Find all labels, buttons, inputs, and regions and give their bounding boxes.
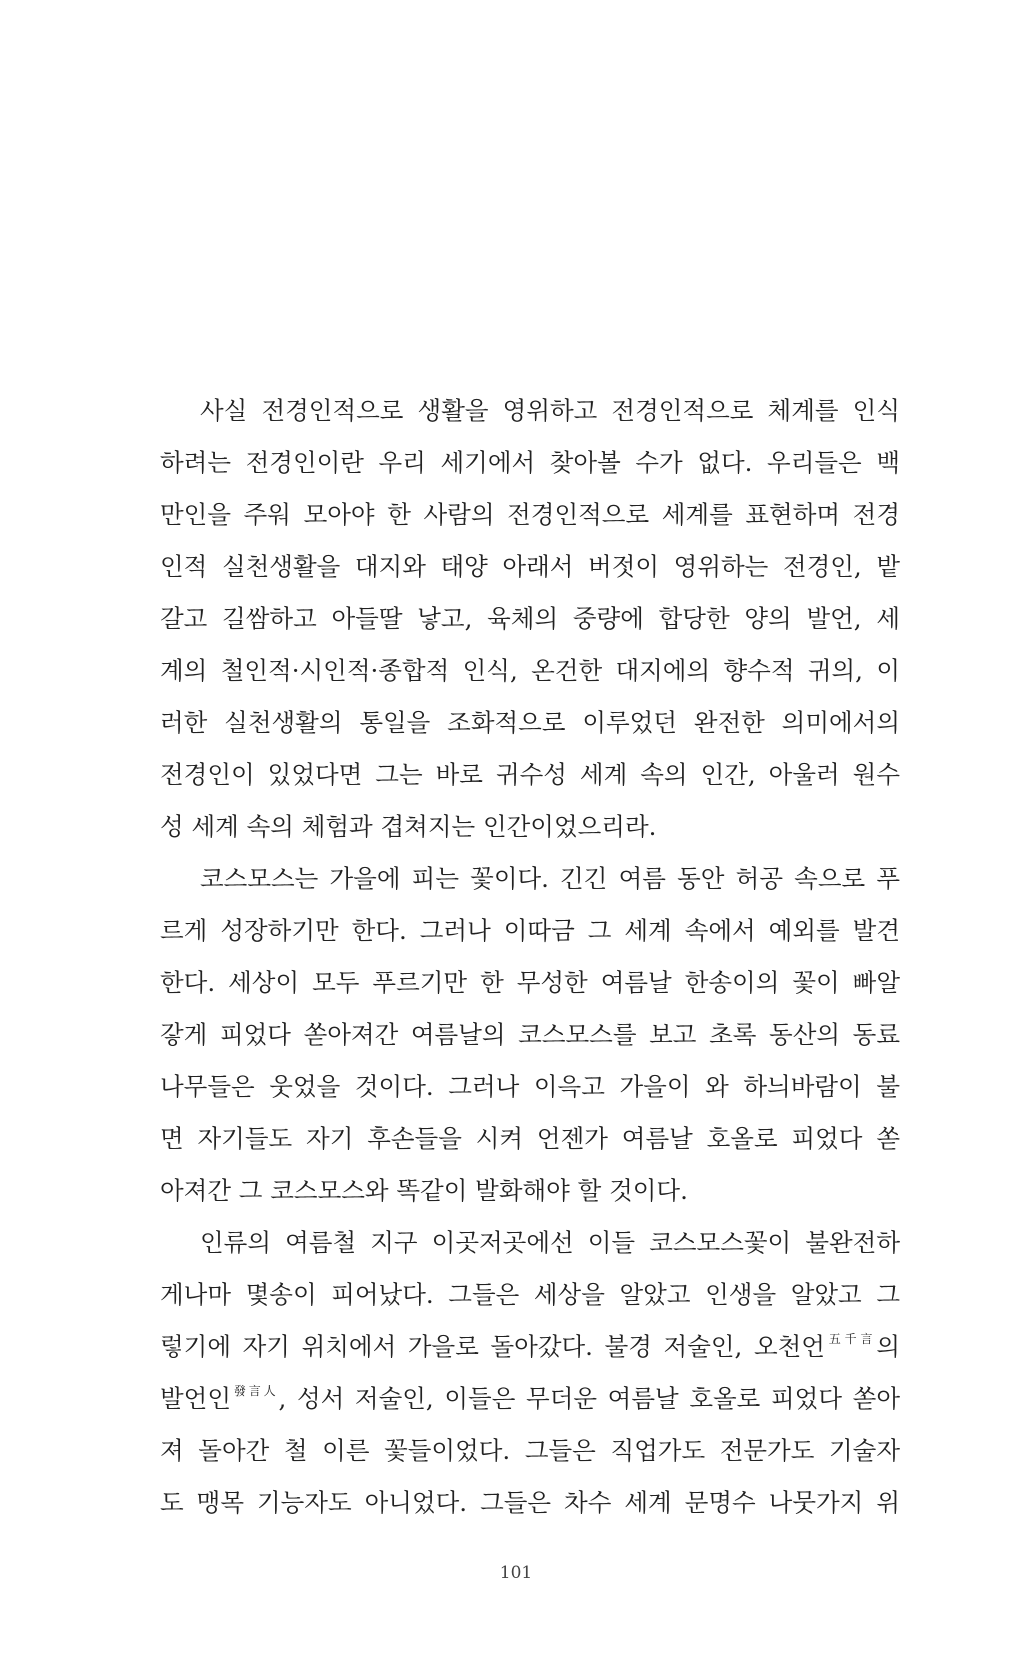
text-line: 갛게 피었다 쏟아져간 여름날의 코스모스를 보고 초록 동산의 동료 (160, 1020, 900, 1049)
text-line: 도 맹목 기능자도 아니었다. 그들은 차수 세계 문명수 나뭇가지 위 (160, 1488, 900, 1517)
text-line: 코스모스는 가을에 피는 꽃이다. 긴긴 여름 동안 허공 속으로 푸 (200, 864, 900, 893)
text-line: 하려는 전경인이란 우리 세기에서 찾아볼 수가 없다. 우리들은 백 (160, 448, 900, 477)
text-line: 인적 실천생활을 대지와 태양 아래서 버젓이 영위하는 전경인, 밭 (160, 552, 900, 581)
text-segment: , 성서 저술인, 이들은 무더운 여름날 호올로 피었다 쏟아 (278, 1384, 900, 1413)
body-text (160, 385, 900, 1529)
hanja-annotation: 五千言 (824, 1332, 877, 1346)
text-line: 져 돌아간 철 이른 꽃들이었다. 그들은 직업가도 전문가도 기술자 (160, 1436, 900, 1465)
text-line: 르게 성장하기만 한다. 그러나 이따금 그 세계 속에서 예외를 발견 (160, 916, 900, 945)
text-line: 전경인이 있었다면 그는 바로 귀수성 세계 속의 인간, 아울러 원수 (160, 760, 900, 789)
text-segment: 발언인 (160, 1384, 232, 1413)
text-line: 만인을 주워 모아야 한 사람의 전경인적으로 세계를 표현하며 전경 (160, 500, 900, 529)
text-segment: 의 (876, 1332, 900, 1361)
text-line: 사실 전경인적으로 생활을 영위하고 전경인적으로 체계를 인식 (200, 396, 900, 425)
text-segment: 렇기에 자기 위치에서 가을로 돌아갔다. 불경 저술인, 오천언 (160, 1332, 825, 1361)
page-number: 101 (499, 1563, 533, 1583)
text-line: 면 자기들도 자기 후손들을 시켜 언젠가 여름날 호올로 피었다 쏟 (160, 1124, 900, 1153)
text-line-annotated (160, 1321, 900, 1373)
text-line: 성 세계 속의 체험과 겹쳐지는 인간이었으리라. (160, 812, 657, 841)
text-line: 인류의 여름철 지구 이곳저곳에선 이들 코스모스꽃이 불완전하 (200, 1228, 900, 1257)
text-line: 한다. 세상이 모두 푸르기만 한 무성한 여름날 한송이의 꽃이 빠알 (160, 968, 900, 997)
text-line: 나무들은 웃었을 것이다. 그러나 이윽고 가을이 와 하늬바람이 불 (160, 1072, 900, 1101)
text-line: 갈고 길쌈하고 아들딸 낳고, 육체의 중량에 합당한 양의 발언, 세 (160, 604, 900, 633)
text-line: 아져간 그 코스모스와 똑같이 발화해야 할 것이다. (160, 1176, 688, 1205)
text-line: 게나마 몇송이 피어났다. 그들은 세상을 알았고 인생을 알았고 그 (160, 1280, 900, 1309)
text-line: 계의 철인적·시인적·종합적 인식, 온건한 대지에의 향수적 귀의, 이 (160, 656, 900, 685)
text-line: 러한 실천생활의 통일을 조화적으로 이루었던 완전한 의미에서의 (160, 708, 900, 737)
hanja-annotation: 發言人 (231, 1384, 279, 1398)
text-line-annotated (160, 1373, 900, 1425)
